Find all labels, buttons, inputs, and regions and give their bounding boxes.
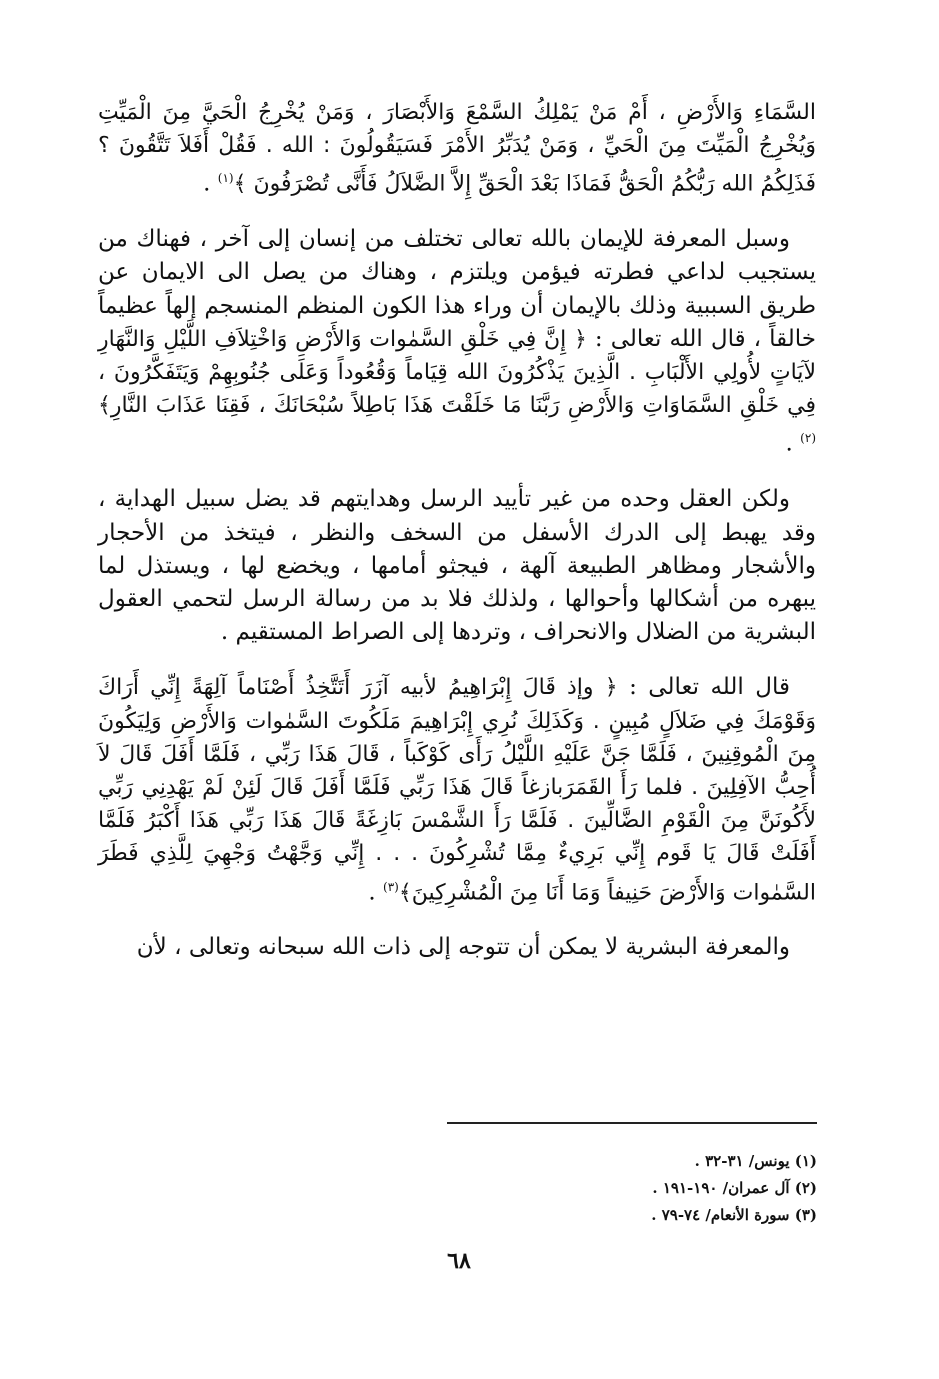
paragraph-p4 [98, 671, 816, 909]
quran-quote: ﴿ وإذ قَالَ إِبْرَاهِيمُ لأبيه آزَرَ أَتَتَّخِذُ أَصْنَاماً آلِهَةً إِنِّي أَرَاكَ وَقَوْمَكَ فِي ضَلاَلٍ مُبِينٍ . وَكَذَلِكَ نُرِي إِبْرَاهِيمَ مَلَكُوتَ السَّمٰوات وَالأَرْضِ وَلِيَكُونَ مِنَ الْمُوقِنِينَ ، فَلَمَّا جَنَّ عَلَيْهِ اللَّيْلُ رَأَى كَوْكَباً ، قَالَ هَذَا رَبِّي ، فَلَمَّا أَفَلَ قَالَ لاَ أُحِبُّ الآفِلِينَ . فلما رَأَ القَمَرَبازغاً قَالَ هَذَا رَبِّي فَلَمَّا أَفَلَ قَالَ لَئِنْ لَمْ يَهْدِنِي رَبِّي لأَكُونَنَّ مِنَ الْقَوْمِ الضَّالِّينَ . فَلَمَّا رَأَ الشَّمْسَ بَازِغَةً قَالَ هَذَا رَبِّي هَذَا أَكْبَرُ فَلَمَّا أَفَلَتْ قَالَ يَا قَوم إِنِّي بَرِيءٌ مِمَّا تُشْرِكُونَ . . . إِنِّي وَجَّهْتُ وَجْهِيَ لِلَّذِي فَطَرَ السَّمٰوات وَالأَرْضَ حَنِيفاً وَمَا أَنَا مِنَ الْمُشْرِكِينَ﴾ [98, 675, 816, 906]
quran-quote: السَّمَاءِ وَالأَرْضِ ، أَمْ مَنْ يَمْلِكُ السَّمْعَ وَالأَبْصَارَ ، وَمَنْ يُخْرِجُ الْحَيَّ مِنَ الْمَيِّتِ وَيُخْرِجُ الْمَيِّتَ مِنَ الْحَيِّ ، وَمَنْ يُدَبِّرُ الأَمْرَ فَسَيَقُولُونَ : الله . فَقُلْ أَفَلاَ تَتَّقُونَ ؟ فَذَلِكُمُ الله رَبُّكُمُ الْحَقُّ فَمَاذَا بَعْدَ الْحَقِّ إِلاَّ الضَّلاَلُ فَأَنَّى تُصْرَفُونَ ﴾ [98, 100, 816, 198]
body-text-run: . [785, 431, 801, 458]
paragraph-p2 [98, 223, 816, 461]
main-text [98, 96, 816, 987]
footnote-ref: (٢) [800, 431, 816, 446]
footnote-item: (٣) سورة الأنعام/ ٧٤-٧٩ . [651, 1206, 817, 1224]
paragraph-p5 [98, 931, 816, 964]
footnote-ref: (١) [217, 171, 234, 186]
footnotes [447, 1148, 817, 1229]
footnote-ref: (٣) [383, 879, 399, 894]
paragraph-p3 [98, 483, 816, 649]
body-text-run: ولكن العقل وحده من غير تأييد الرسل وهدايتهم قد يضل سبيل الهداية ، وقد يهبط إلى الدرك الأسفل من السخف والنظر ، فيتخذ من الأحجار والأشجار ومظاهر الطبيعة آلهة ، فيجثو أمامها ، ويخضع لها ، ويستذل لما يبهره من أشكالها وأحوالها ، ولذلك فلا بد من رسالة الرسل لتحمي العقول البشرية من الضلال والانحراف ، وتردها إلى الصراط المستقيم . [98, 486, 816, 646]
body-text-run: وسبل المعرفة للإيمان بالله تعالى تختلف من إنسان إلى آخر ، فهناك من يستجيب لداعي فطرته فيؤمن ويلتزم ، وهناك من يصل الى الايمان عن طريق السببية وذلك بالإيمان أن وراء هذا الكون المنظم المنسجم إلهاً عظيماً خالقاً ، قال الله تعالى : [98, 226, 816, 352]
body-text-run: . [368, 879, 384, 906]
body-text-run: والمعرفة البشرية لا يمكن أن تتوجه إلى ذات الله سبحانه وتعالى ، لأن [136, 934, 790, 961]
page-number: ٦٨ [447, 1248, 471, 1274]
body-text-run: قال الله تعالى : [617, 674, 790, 701]
footnote-separator [447, 1122, 817, 1124]
body-text-run: . [203, 171, 218, 198]
quran-quote: ﴿ إِنَّ فِي خَلْقِ السَّمٰوات وَالأَرْضِ وَاخْتِلاَفِ اللَّيْلِ وَالنَّهَارِ لآيَاتٍ لأُولِي الأَلْبَابِ . الَّذِينَ يَذْكُرُونَ الله قِيَاماً وَقُعُوداً وَعَلَى جُنُوبِهِمْ وَيَتَفَكَّرُونَ ، فِي خَلْقِ السَّمَاوَاتِ وَالأَرْضِ رَبَّنَا مَا خَلَقْتَ هَذَا بَاطِلاً سُبْحَانَكَ ، فَقِنَا عَذَابَ النَّارِ﴾ [98, 326, 816, 419]
footnote-item: (١) يونس/ ٣١-٣٢ . [694, 1152, 817, 1170]
paragraph-p1 [98, 96, 816, 201]
footnote-item: (٢) آل عمران/ ١٩٠-١٩١ . [652, 1179, 817, 1197]
